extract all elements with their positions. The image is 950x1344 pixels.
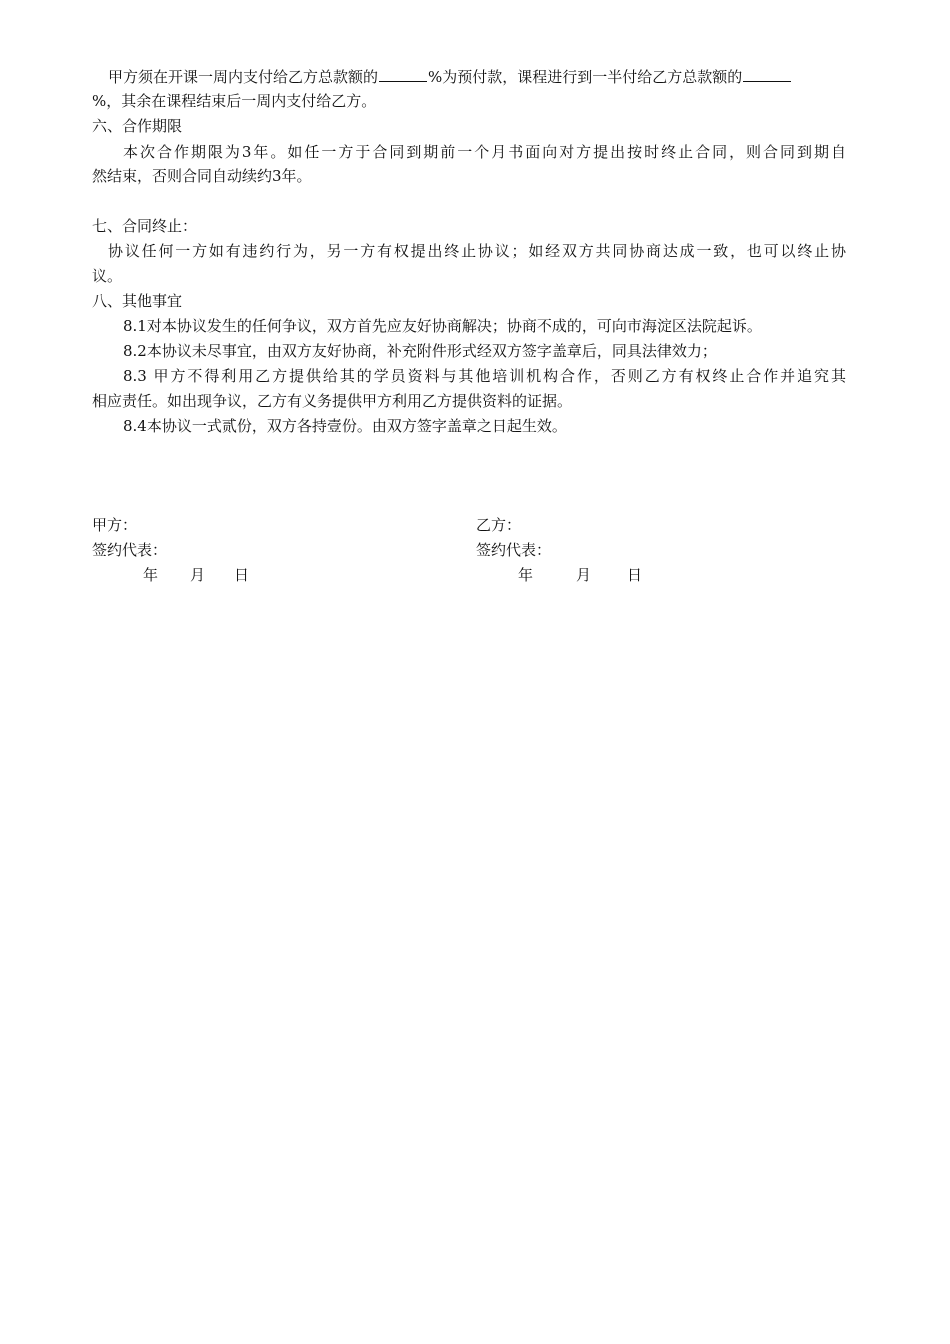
party-a-day: 日 [234,566,250,584]
payment-line-1 [108,66,846,86]
section-7-heading: 七、合同终止： [92,217,198,235]
section-7-line-1: 协议任何一方如有违约行为，另一方有权提出终止协议；如经双方共同协商达成一致，也可以终止协 [108,242,846,260]
party-b-year: 年 [518,566,534,584]
party-b-label: 乙方： [476,516,522,534]
prepayment-percent-blank [379,66,427,82]
party-b-day: 日 [627,566,643,584]
party-b-month: 月 [576,566,592,584]
party-a-year: 年 [143,566,159,584]
payment-line-2: %，其余在课程结束后一周内支付给乙方。 [92,92,377,110]
section-8-item-1: 8.1对本协议发生的任何争议，双方首先应友好协商解决；协商不成的，可向市海淀区法院起诉。 [123,317,762,335]
section-8-item-3-line-1: 8.3 甲方不得利用乙方提供给其的学员资料与其他培训机构合作，否则乙方有权终止合作并追究其 [123,367,846,385]
section-6-heading: 六、合作期限 [92,117,183,135]
section-8-heading: 八、其他事宜 [92,292,183,310]
midpayment-percent-blank [743,66,791,82]
section-6-line-2: 然结束，否则合同自动续约3年。 [92,167,312,185]
payment-text-start: 甲方须在开课一周内支付给乙方总款额的 [108,68,379,86]
section-8-item-2: 8.2本协议未尽事宜，由双方友好协商，补充附件形式经双方签字盖章后，同具法律效力； [123,342,717,360]
party-a-rep-label: 签约代表： [92,541,168,559]
party-a-label: 甲方： [92,516,138,534]
party-b-rep-label: 签约代表： [476,541,552,559]
section-6-line-1: 本次合作期限为3年。如任一方于合同到期前一个月书面向对方提出按时终止合同，则合同到期自 [123,143,846,161]
party-a-month: 月 [190,566,206,584]
payment-text-middle: %为预付款，课程进行到一半付给乙方总款额的 [428,68,743,86]
section-7-line-2: 议。 [92,267,123,285]
section-8-item-4: 8.4本协议一式贰份，双方各持壹份。由双方签字盖章之日起生效。 [123,417,567,435]
section-8-item-3-line-2: 相应责任。如出现争议，乙方有义务提供甲方利用乙方提供资料的证据。 [92,392,573,410]
